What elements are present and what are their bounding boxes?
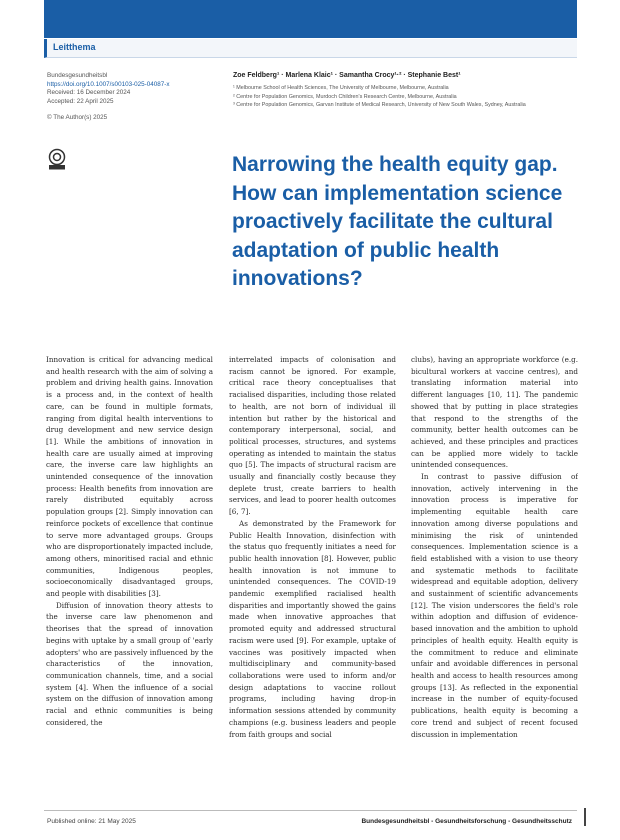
paragraph: Diffusion of innovation theory attests to the inverse care law phenomenon and theorises that the spread of innovation begins with uptake by a small group of 'early adopters' who are passively influenced by the characteristics of the innovation, communication channels, time, and a social system [4]. When the influence of a social system on the diffusion of innovation among racial and ethnic communities is being considered, the — [46, 600, 213, 727]
body-column-3 — [411, 354, 578, 794]
affiliation-3: ³ Centre for Population Genomics, Garvan Institute of Medical Research, University of New South Wales, Sydney, Australia — [233, 102, 526, 109]
paragraph: interrelated impacts of colonisation and racism cannot be ignored. For example, critical race theory conceptualises that racialised disparities, including those related to health, are not born of individual ill intention but rather by the historical and contemporary interpersonal, social, and political processes, structures, and systems operating as intended to maintain the status quo [5]. The impacts of structural racism are usually and financially costly because they deplete trust, create barriers to health services, and lead to poorer health outcomes [6, 7]. — [229, 355, 396, 517]
received-date: Received: 16 December 2024 — [47, 89, 131, 97]
author-list: Zoe Feldberg¹ · Marlena Klaic¹ · Samantha Crocy¹·² · Stephanie Best¹ — [233, 72, 461, 79]
body-column-1 — [46, 354, 213, 794]
paragraph: As demonstrated by the Framework for Public Health Innovation, disinfection with the status quo frequently initiates a need for public health innovation [8]. However, public health innovation is not immune to unintended consequences. The COVID-19 pandemic exemplified racialised health disparities and importantly showed the gains made when innovative approaches that promoted equity and addressed structural racism were used [9]. For example, uptake of vaccines was positively impacted when multidisciplinary and community-based collaborations were used to inform and/or design adaptations to vaccine rollout programs, including having drop-in information sessions attended by community champions (e.g. business leaders and people from faith groups and social — [229, 518, 396, 739]
body-column-2 — [229, 354, 396, 794]
published-date: Published online: 21 May 2025 — [47, 818, 136, 825]
doi-link[interactable]: https://doi.org/10.1007/s00103-025-04087-x — [47, 80, 170, 88]
journal-short: Bundesgesundheitsbl — [47, 72, 108, 79]
affiliation-1: ¹ Melbourne School of Health Sciences, The University of Melbourne, Melbourne, Australia — [233, 85, 449, 91]
journal-name: Bundesgesundheitsbl - Gesundheitsforschung - Gesundheitsschutz — [361, 818, 572, 825]
article-metadata — [47, 72, 222, 123]
page-marker — [584, 808, 586, 826]
paragraph: Innovation is critical for advancing medical and health research with the aim of solving a problem and driving health gains. Innovation is a process and, in the context of health care, can be found in multiple formats, ranging from digital health interventions to drug development and new service design [1]. While the ambitions of innovation in health care are usually aimed at improving care, the inverse care law highlights an unintended consequence of the innovation process: Health benefits from innovation are rarely distributed equitably across population groups [2]. Simply innovation can reinforce pockets of excellence that continue to serve more advantaged groups. Groups who are disproportionately impacted include, among others, minoritised racial and ethnic communities, Indigenous peoples, socioeconomically disadvantaged groups, and people with disabilities [3]. — [46, 355, 213, 599]
article-title: Narrowing the health equity gap. How can implementation science proactively facilitate the cultural adaptation of public health innovations? — [232, 153, 563, 290]
license-text: © The Author(s) 2025 — [47, 114, 108, 122]
section-label — [44, 39, 577, 58]
journal-header-bar — [44, 0, 577, 38]
section-label-text: Leitthema — [53, 42, 96, 52]
open-access-icon — [48, 148, 66, 170]
paragraph: In contrast to passive diffusion of innovation, actively intervening in the innovation process is imperative for implementing equitable health care innovation among diverse populations and minimising the risk of unintended consequences. Implementation science is a field established with a vision to use theory and systematic methods to facilitate widespread and equitable adoption, delivery and sustainment of scientific advancements [12]. The vision underscores the field's role within adoption and diffusion of evidence-based innovation and the ambition to uphold principles of health equity. Health equity is the commitment to reduce and eliminate unfair and avoidable differences in personal health and access to health resources among groups [13]. As reflected in the exponential increase in the number of equity-focused publications, health equity is becoming a core trend and subject of recent focused discussion in implementation — [411, 472, 578, 739]
affiliation-2: ² Centre for Population Genomics, Murdoch Children's Research Centre, Melbourne, Australia — [233, 93, 457, 100]
affiliations — [233, 85, 578, 111]
footer-divider — [44, 810, 577, 811]
paragraph: clubs), having an appropriate workforce (e.g. bicultural workers at vaccine centres), and translating information material into different languages [10, 11]. The pandemic showed that by putting in place strategies that respond to the strengths of the community, better health outcomes can be achieved, and these principles and practices can be applied more widely to tackle unintended consequences. — [411, 355, 578, 470]
accepted-date: Accepted: 22 April 2025 — [47, 97, 114, 105]
